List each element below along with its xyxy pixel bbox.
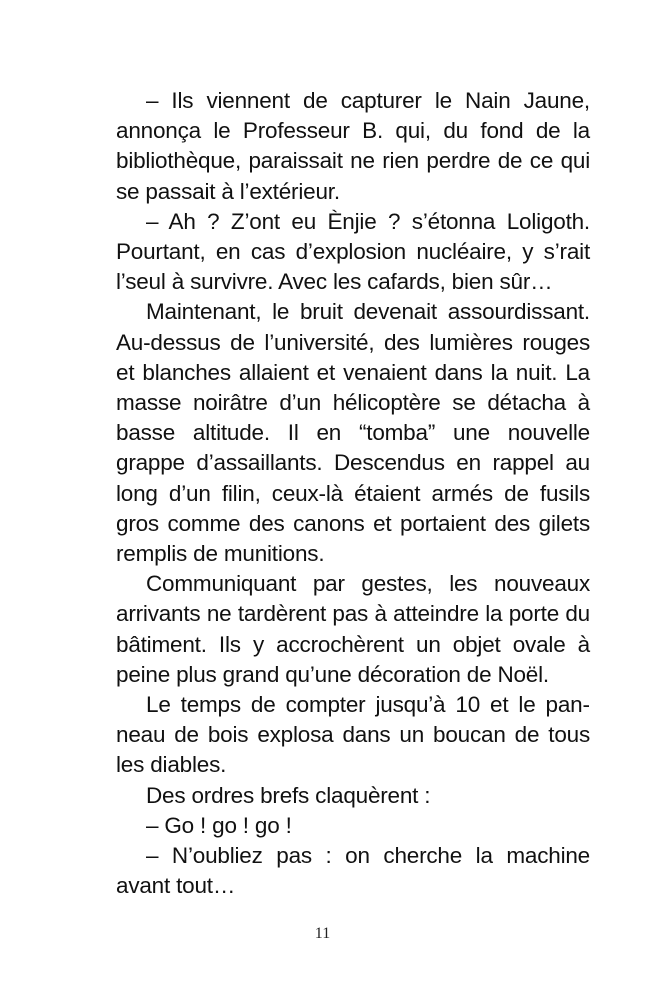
paragraph-4: Communiquant par gestes, les nouveaux arrivants ne tardèrent pas à atteindre la porte du bâtiment. Ils y accrochèrent un objet ovale à peine plus grand qu’une décoration de Noël. [116, 571, 590, 687]
page-number: 11 [314, 925, 331, 942]
paragraph-6: Des ordres brefs claquèrent : [146, 782, 431, 808]
paragraph-8: – N’oubliez pas : on cherche la machine avant tout… [116, 843, 590, 899]
paragraph-7: – Go ! go ! go ! [146, 812, 292, 838]
paragraph-5: Le temps de compter jusqu’à 10 et le panneau de bois explosa dans un boucan de tous les diables. [116, 692, 590, 778]
paragraph-1: – Ils viennent de capturer le Nain Jaune, annonça le Professeur B. qui, du fond de la bibliothèque, paraissait ne rien perdre de ce qui se passait à l’extérieur. [116, 88, 590, 204]
body-text [116, 86, 590, 901]
paragraph-2: – Ah ? Z’ont eu Ènjie ? s’étonna Loligoth. Pourtant, en cas d’explosion nucléaire, y s’rait l’seul à survivre. Avec les cafards, bien sûr… [116, 208, 590, 295]
paragraph-3: Maintenant, le bruit devenait assourdissant. Au-dessus de l’université, des lumières rouges et blanches allaient et venaient dans la nuit. La masse noirâtre d’un hélicoptère se détacha à basse altitude. Il en “tomba” une nouvelle grappe d’assaillants. Descendus en rappel au long d’un filin, ceux-là étaient armés de fusils gros comme des canons et portaient des gilets remplis de munitions. [116, 299, 590, 567]
